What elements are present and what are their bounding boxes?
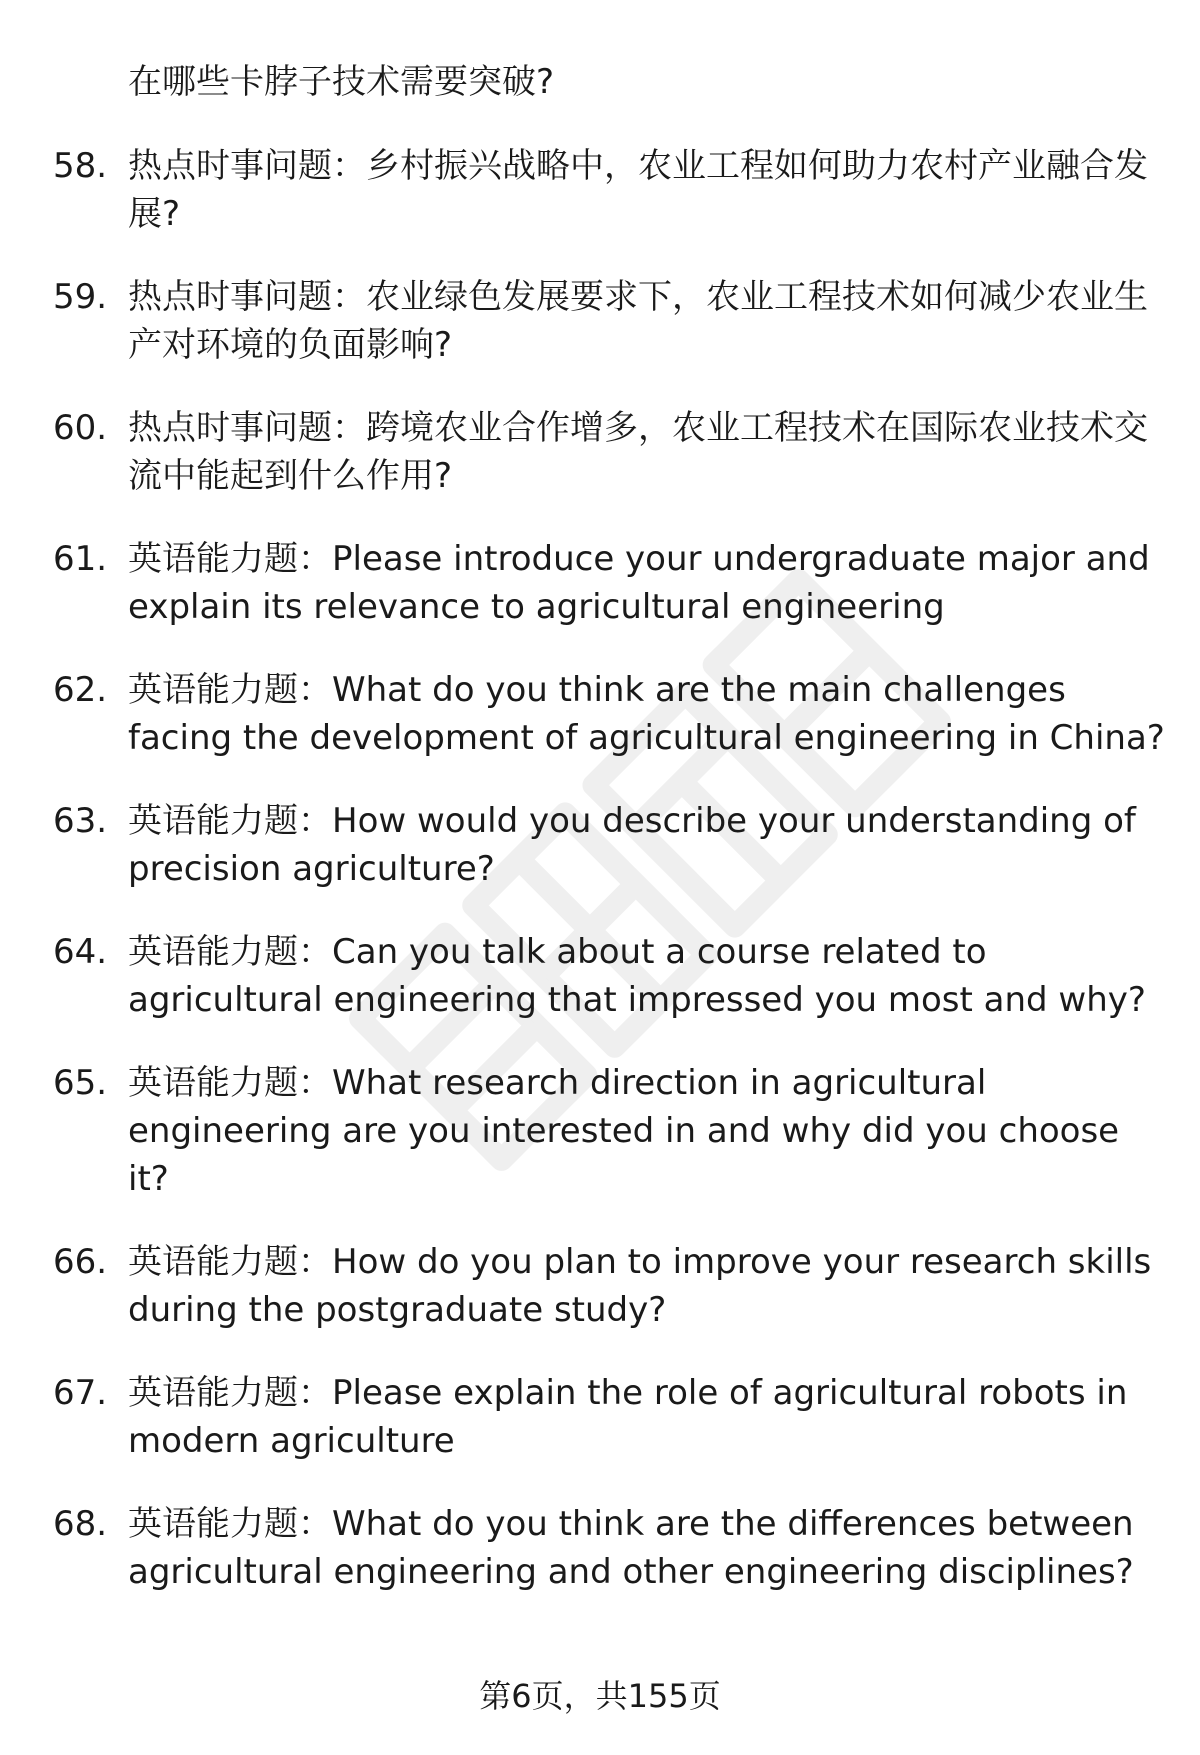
question-number: 62. [53,670,108,710]
question-item [0,142,1200,238]
previous-question-continuation: 在哪些卡脖子技术需要突破? [128,62,555,102]
question-text: 英语能力题：Can you talk about a course related to agricultural engineering that impressed you most and why? [128,932,1146,1020]
question-text: 热点时事问题：乡村振兴战略中，农业工程如何助力农村产业融合发展? [128,146,1148,234]
question-number: 63. [53,801,108,841]
question-text: 英语能力题：How would you describe your understanding of precision agriculture? [128,801,1136,889]
question-text: 英语能力题：How do you plan to improve your research skills during the postgraduate study? [128,1242,1152,1330]
question-item [0,1238,1200,1334]
question-item [0,666,1200,762]
question-text: 英语能力题：Please introduce your undergraduate major and explain its relevance to agricultural engineering [128,539,1150,627]
question-text: 英语能力题：What do you think are the main challenges facing the development of agricultural engineering in China? [128,670,1165,758]
question-text: 英语能力题：What do you think are the differences between agricultural engineering and other engineering disciplines? [128,1504,1134,1592]
question-number: 68. [53,1504,108,1544]
question-item [0,928,1200,1024]
question-number: 61. [53,539,108,579]
question-item [0,404,1200,500]
question-number: 59. [53,277,108,317]
question-item [0,273,1200,369]
page-footer: 第6页，共155页 [479,1677,721,1715]
question-item [0,1059,1200,1203]
question-text: 热点时事问题：跨境农业合作增多，农业工程技术在国际农业技术交流中能起到什么作用? [128,408,1148,496]
question-number: 67. [53,1373,108,1413]
question-list [0,142,1200,1631]
question-item [0,1369,1200,1465]
question-text: 英语能力题：Please explain the role of agricultural robots in modern agriculture [128,1373,1128,1461]
question-number: 60. [53,408,108,448]
question-item [0,1500,1200,1596]
question-number: 64. [53,932,108,972]
question-number: 65. [53,1063,108,1103]
question-number: 58. [53,146,108,186]
question-item [0,797,1200,893]
question-text: 热点时事问题：农业绿色发展要求下，农业工程技术如何减少农业生产对环境的负面影响? [128,277,1148,365]
question-number: 66. [53,1242,108,1282]
question-text: 英语能力题：What research direction in agricultural engineering are you interested in and why did you choose it? [128,1063,1120,1199]
question-item [0,535,1200,631]
